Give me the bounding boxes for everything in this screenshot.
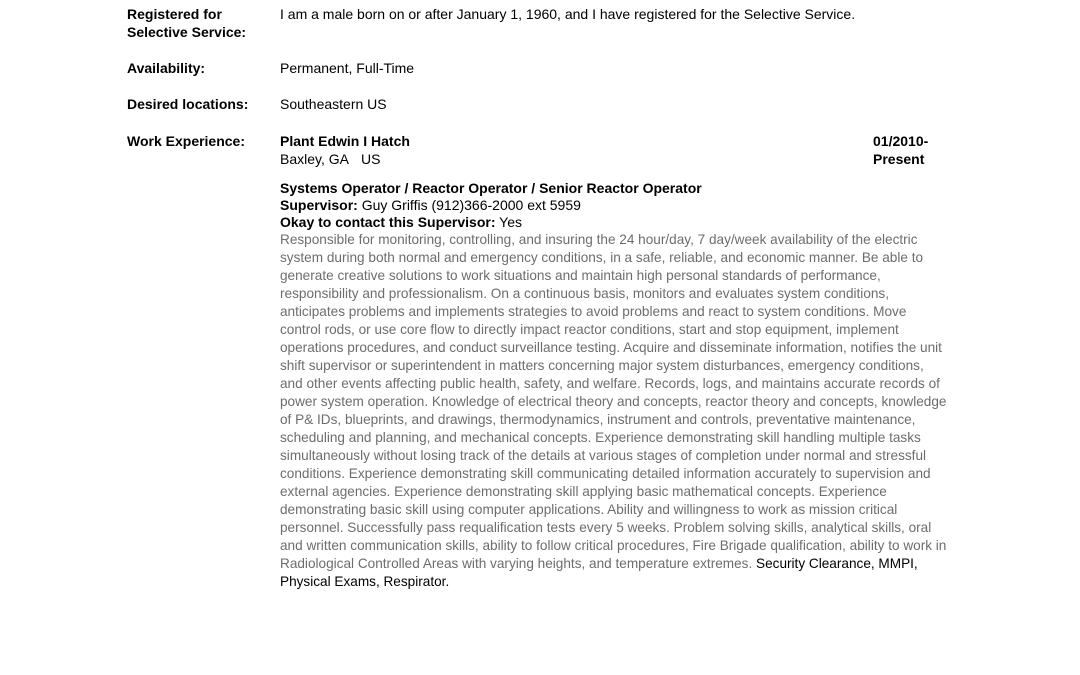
desired-locations-label: Desired locations: (127, 96, 249, 112)
desired-locations-value: Southeastern US (280, 96, 387, 112)
availability-value: Permanent, Full-Time (280, 60, 415, 76)
employment-dates (873, 132, 953, 168)
job-title: Systems Operator / Reactor Operator / Senior Reactor Operator (280, 180, 702, 196)
supervisor-line (280, 197, 948, 214)
employer-location (280, 150, 680, 168)
selective-service-label: Registered for Selective Service: (127, 6, 247, 40)
availability-label: Availability: (127, 60, 206, 76)
employer-block (280, 132, 680, 168)
job-description (280, 231, 948, 591)
contact-label: Okay to contact this Supervisor: (280, 214, 496, 230)
selective-service-value: I am a male born on or after January 1, 1960, and I have registered for the Selective Service. (280, 6, 856, 22)
job-description-tail: Security Clearance, MMPI, Physical Exams, Respirator. (280, 556, 918, 589)
supervisor-label: Supervisor: (280, 197, 358, 213)
work-experience-label: Work Experience: (127, 133, 246, 149)
contact-line (280, 214, 948, 231)
job-description-text: Responsible for monitoring, controlling, and insuring the 24 hour/day, 7 day/week availability of the electric system during both normal and emergency conditions, in a safe, reliable, and economic manner. Be able to generate creative solutions to work situations and maintain high personal standards of performance, responsibility and professionalism. On a continuous basis, monitors and evaluates system conditions, anticipates problems and implements strategies to avoid problems and react to system conditions. Move control rods, or use core flow to directly impact reactor conditions, start and stop equipment, implement operations procedures, and conduct surveillance testing. Acquire and disseminate information, notifies the unit shift supervisor or superintendent in matters concerning major system disturbances, emergency conditions, and other events affecting public health, safety, and welfare. Records, logs, and maintains accurate records of power system operation. Knowledge of electrical theory and concepts, reactor theory and concepts, knowledge of P& IDs, blueprints, and drawings, thermodynamics, instrument and controls, preventative maintenance, scheduling and planning, and mechanical concepts. Experience demonstrating skill handling multiple tasks simultaneously without losing track of the details at various stages of completion under normal and stressful conditions. Experience demonstrating skill communicating detailed information accurately to supervision and external agencies. Experience demonstrating skill applying basic mathematical concepts. Experience demonstrating basic skill using computer applications. Ability and willingness to work as mission critical personnel. Successfully pass requalification tests every 5 weeks. Problem solving skills, analytical skills, oral and written communication skills, ability to follow critical procedures, Fire Brigade qualification, ability to work in Radiological Controlled Areas with varying heights, and temperature extremes. (280, 232, 947, 571)
date-end: Present (873, 151, 925, 167)
employer-name: Plant Edwin I Hatch (280, 133, 410, 149)
job-block (280, 180, 948, 591)
contact-value: Yes (499, 214, 522, 230)
supervisor-value: Guy Griffis (912)366-2000 ext 5959 (361, 197, 581, 213)
date-start: 01/2010- (873, 133, 929, 149)
employer-city: Baxley, GA (280, 151, 349, 167)
employer-country: US (361, 151, 381, 167)
